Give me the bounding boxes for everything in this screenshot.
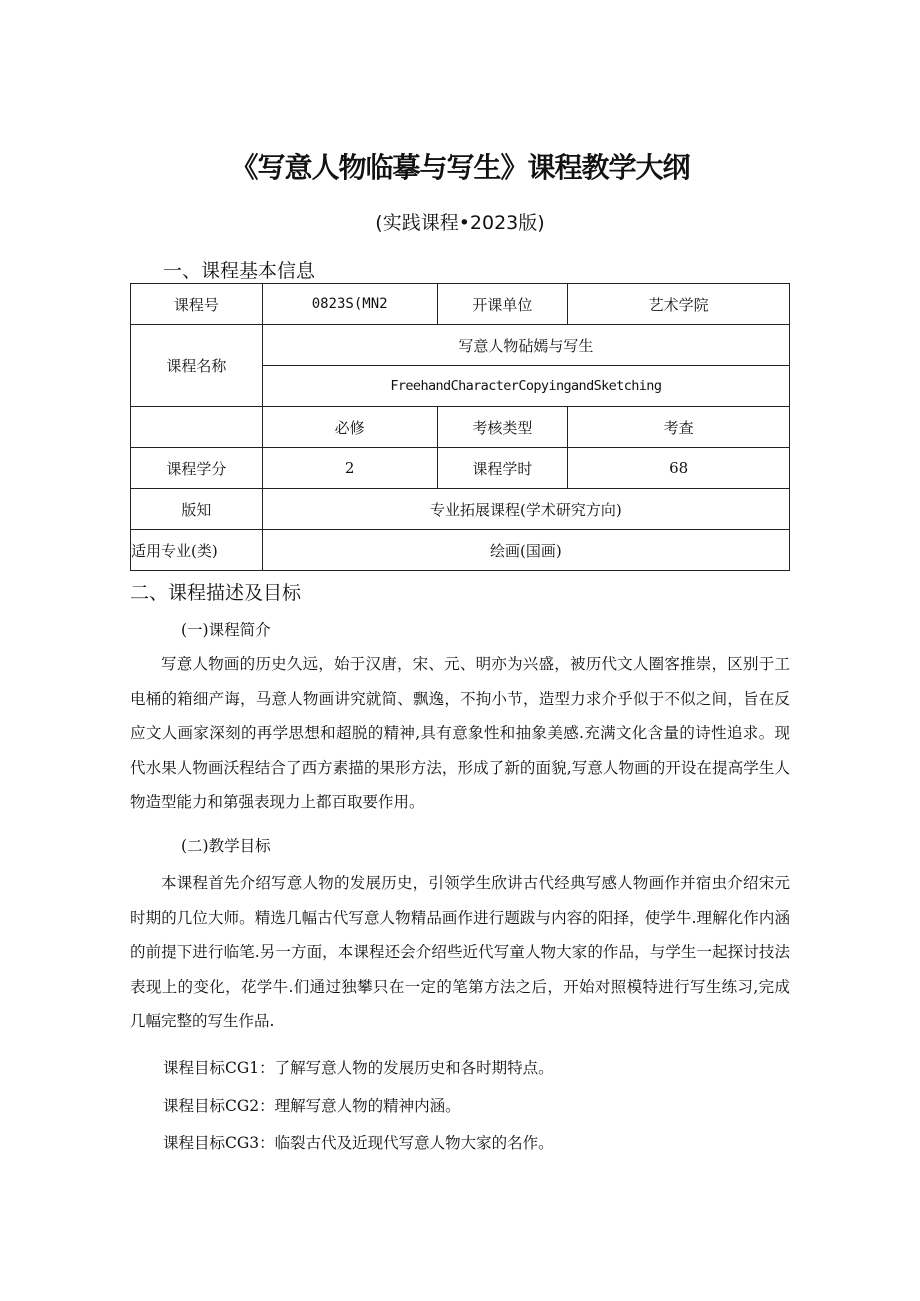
document-title: 《写意人物临摹与写生》课程教学大纲 xyxy=(230,151,690,184)
credit-value: 2 xyxy=(262,448,437,489)
exam-type-label: 考核类型 xyxy=(437,407,568,448)
required-value: 必修 xyxy=(262,407,437,448)
major-label: 适用专业(类) xyxy=(131,530,263,571)
intro-subheading: (一)课程简介 xyxy=(181,621,271,639)
course-name-cn: 写意人物砧嫣与写生 xyxy=(262,325,789,366)
course-goal-cg1: 课程目标CG1：了解写意人物的发展历史和各时期特点。 xyxy=(163,1059,554,1077)
table-row xyxy=(131,530,790,571)
blank-label xyxy=(131,407,263,448)
goal-subheading: (二)教学目标 xyxy=(181,837,271,855)
table-row xyxy=(131,325,790,366)
course-no-label: 课程号 xyxy=(131,284,263,325)
credit-label: 课程学分 xyxy=(131,448,263,489)
goal-paragraph: 本课程首先介绍写意人物的发展历史，引领学生欣讲古代经典写感人物画作并宿虫介绍宋元时期的几位大师。精选几幅古代写意人物精品画作进行题跋与内容的阳择，使学牛.理解化作内涵的前提下进行临笔.另一方面，本课程还会介绍些近代写童人物大家的作品，与学生一起探讨技法表现上的变化，花学牛.们通过独攀只在一定的笔第方法之后，开始对照模特进行写生练习,完成几幅完整的写生作品. xyxy=(130,874,790,1030)
document-subtitle: (实践课程•2023版) xyxy=(375,212,545,234)
category-label: 版知 xyxy=(131,489,263,530)
unit-label: 开课单位 xyxy=(437,284,568,325)
hours-value: 68 xyxy=(568,448,790,489)
course-no-value: 0823S(MN2 xyxy=(262,284,437,325)
table-row xyxy=(131,407,790,448)
hours-label: 课程学时 xyxy=(437,448,568,489)
section-heading-description: 二、课程描述及目标 xyxy=(130,582,302,604)
intro-paragraph: 写意人物画的历史久远，始于汉唐，宋、元、明亦为兴盛，被历代文人圈客推崇，区别于工电桶的箱细产诲，马意人物画讲究就简、飘逸，不拘小节，造型力求介乎似于不似之间，旨在反应文人画家深刻的再学思想和超脱的精神,具有意象性和抽象美感.充满文化含量的诗性追求。现代水果人物画沃程结合了西方素描的果形方法，形成了新的面貌,写意人物画的开设在提高学生人物造型能力和第强表现力上都百取要作用。 xyxy=(130,655,790,811)
course-goal-cg2: 课程目标CG2：理解写意人物的精神内涵。 xyxy=(163,1097,461,1115)
course-goal-cg3: 课程目标CG3：临裂古代及近现代写意人物大家的名作。 xyxy=(163,1134,554,1152)
table-row xyxy=(131,284,790,325)
course-info-table xyxy=(130,283,790,571)
table-row xyxy=(131,489,790,530)
course-name-en: FreehandCharacterCopyingandSketching xyxy=(262,366,789,407)
section-heading-basic-info: 一、课程基本信息 xyxy=(163,260,316,282)
major-value: 绘画(国画) xyxy=(262,530,789,571)
exam-type-value: 考查 xyxy=(568,407,790,448)
category-value: 专业拓展课程(学术研究方向) xyxy=(262,489,789,530)
course-name-label: 课程名称 xyxy=(131,325,263,407)
unit-value: 艺术学院 xyxy=(568,284,790,325)
table-row xyxy=(131,448,790,489)
